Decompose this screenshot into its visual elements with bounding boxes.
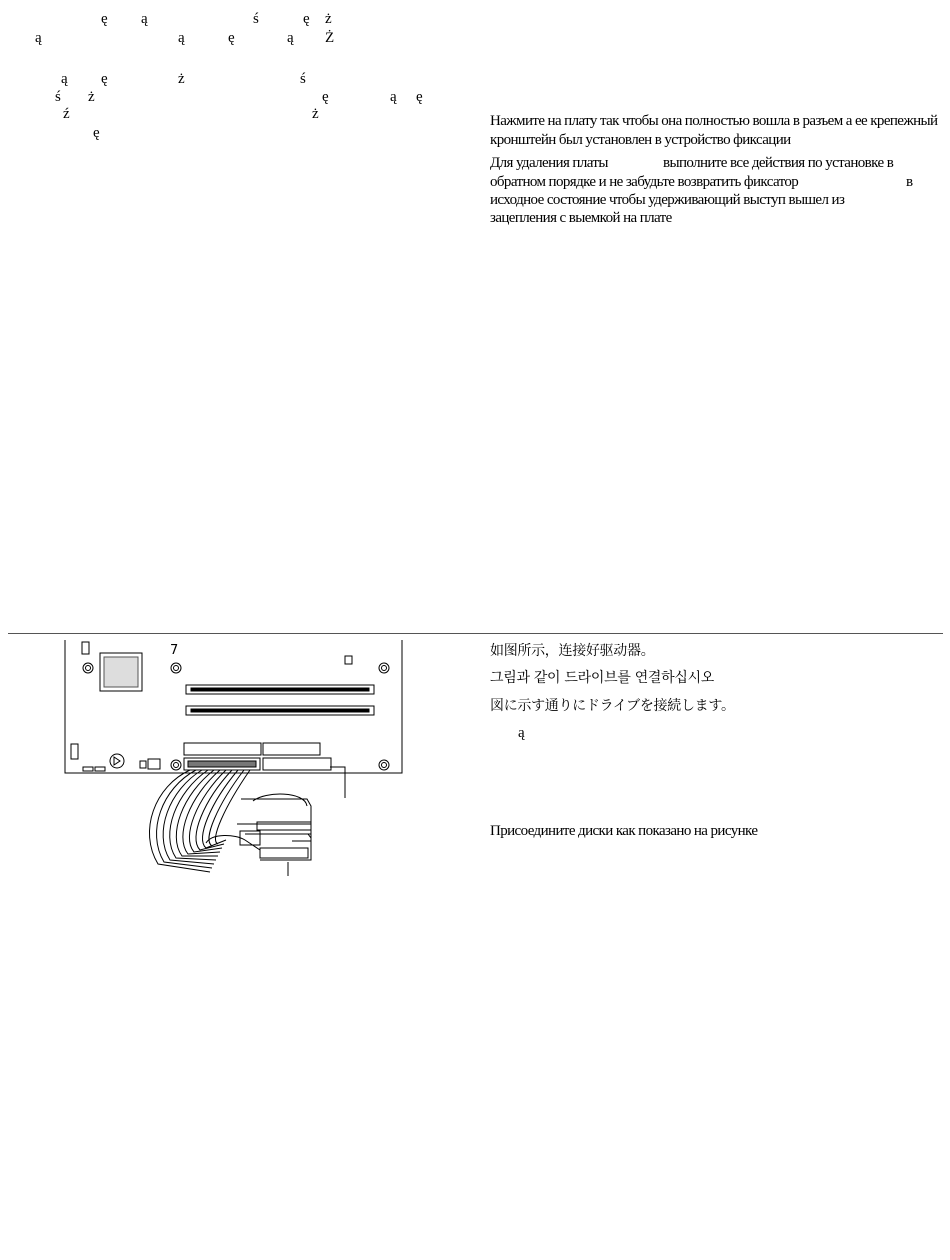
polish-fragment: ą [141, 11, 148, 27]
polish-fragment: ż [88, 89, 95, 105]
polish-fragment: ś [300, 71, 306, 87]
drive-connection-illustration [60, 636, 410, 881]
polish-fragment: ą [287, 30, 294, 46]
illustration-label: 7 [170, 643, 179, 658]
connect-drives-zh: 如图所示，连接好驱动器。 [490, 643, 655, 659]
polish-fragment: ą [390, 89, 397, 105]
connect-drives-pl: ą [518, 725, 525, 741]
polish-fragment: ż [325, 11, 332, 27]
removal-line-1b: выполните все действия по установке в [663, 155, 894, 171]
polish-fragment: ż [312, 106, 319, 122]
connect-drives-ko: 그림과 같이 드라이브를 연결하십시오 [490, 670, 715, 686]
polish-fragment: ę [416, 89, 423, 105]
section-divider [8, 633, 943, 634]
polish-fragment: ę [101, 71, 108, 87]
removal-line-4: зацепления с выемкой на плате [490, 210, 672, 226]
connect-drives-ru: Присоедините диски как показано на рисунке [490, 823, 758, 839]
polish-fragment: ś [253, 11, 259, 27]
removal-line-2b: в [906, 174, 913, 190]
polish-fragment: ą [61, 71, 68, 87]
removal-line-1a: Для удаления платы [490, 155, 608, 171]
connect-drives-ja: 図に示す通りにドライブを接続します。 [490, 698, 735, 714]
polish-fragment: ś [55, 89, 61, 105]
polish-fragment: ę [303, 11, 310, 27]
polish-fragment: ę [228, 30, 235, 46]
removal-line-3: исходное состояние чтобы удерживающий выступ вышел из [490, 192, 845, 208]
polish-fragment: ż [178, 71, 185, 87]
polish-fragment: Ż [325, 30, 335, 46]
polish-fragment: ę [101, 11, 108, 27]
install-step-press: Нажмите на плату так чтобы она полностью вошла в разъем а ее крепежный кронштейн был установлен в устройство фиксации [490, 113, 938, 148]
removal-line-2a: обратном порядке и не забудьте возвратить фиксатор [490, 174, 799, 190]
polish-fragment: ę [322, 89, 329, 105]
polish-fragment: ź [63, 106, 70, 122]
polish-fragment: ą [178, 30, 185, 46]
polish-fragment: ą [35, 30, 42, 46]
polish-fragment: ę [93, 125, 100, 141]
